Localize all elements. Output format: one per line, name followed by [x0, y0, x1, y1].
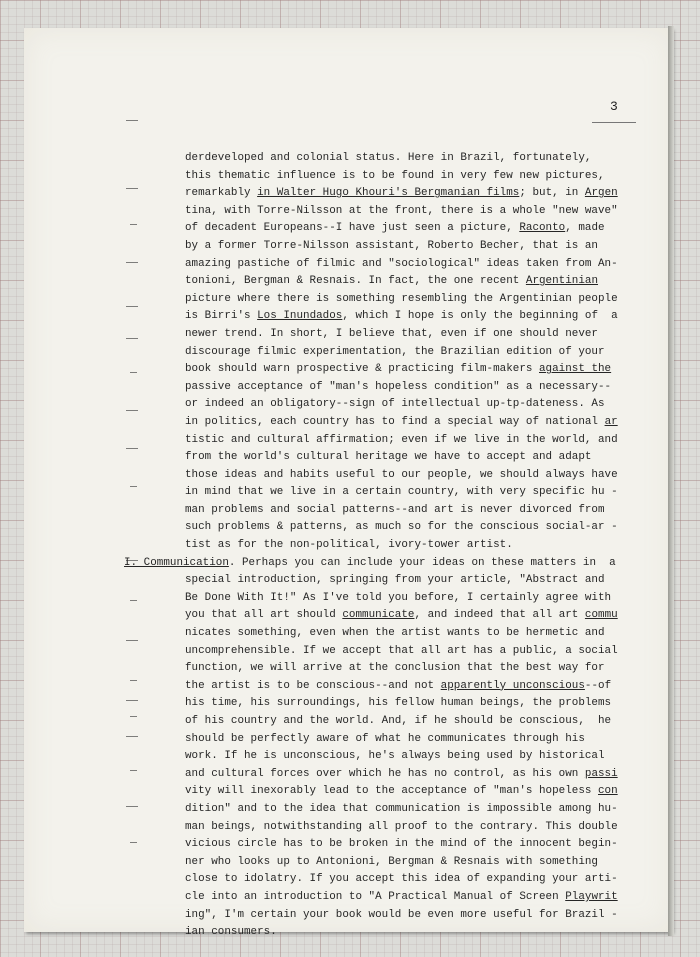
typed-line [0, 449, 618, 467]
typed-line [0, 238, 618, 256]
text-run: in politics, each country has to find a special way of national [185, 415, 605, 428]
typed-line [0, 273, 618, 291]
text-run: such problems & patterns, as much so for the conscious social-ar - [185, 521, 618, 534]
text-run: tist as for the non-political, ivory-tower artist. [185, 539, 513, 552]
underlined-text: con [598, 785, 618, 798]
typed-line [0, 924, 618, 942]
text-run: tistic and cultural affirmation; even if we live in the world, and [185, 433, 618, 446]
typed-line [0, 203, 618, 221]
typed-line [0, 625, 618, 643]
text-run: picture where there is something resembling the Argentinian people [185, 292, 618, 305]
typed-line [0, 256, 618, 274]
text-run: passive acceptance of "man's hopeless condition" as a necessary-- [185, 380, 612, 393]
text-run: is Birri's [185, 310, 258, 323]
typed-line [0, 220, 618, 238]
text-run: his time, his surroundings, his fellow human beings, the problems [185, 697, 612, 710]
typed-line [0, 396, 618, 414]
typed-line [0, 783, 618, 801]
text-run: nicates something, even when the artist wants to be hermetic and [185, 627, 605, 640]
typed-line [0, 361, 618, 379]
typed-line [0, 819, 618, 837]
typed-line [0, 519, 618, 537]
typed-line [0, 871, 618, 889]
text-run: ner who looks up to Antonioni, Bergman & Resnais with something [185, 855, 598, 868]
page-number-rule [592, 122, 636, 123]
text-run: remarkably [185, 187, 258, 200]
text-run: ; but, in [519, 187, 585, 200]
underlined-text: ar [604, 415, 618, 428]
typed-line [0, 502, 618, 520]
text-run: tonioni, Bergman & Resnais. In fact, the one recent [185, 275, 526, 288]
underlined-text: Argentinian [525, 275, 599, 288]
text-run: function, we will arrive at the conclusion that the best way for [185, 662, 605, 675]
typed-line [0, 326, 618, 344]
text-run: Be Done With It!" As I've told you before, I certainly agree with [185, 591, 612, 604]
typed-line [0, 889, 618, 907]
typed-line [0, 555, 618, 573]
text-run: the artist is to be conscious--and not [185, 679, 441, 692]
underlined-text: communicate [342, 609, 415, 622]
typed-line [0, 678, 618, 696]
typed-line [0, 432, 618, 450]
underlined-text: I. Communication [124, 556, 229, 569]
text-run: uncomprehensible. If we accept that all art has a public, a social [185, 644, 618, 657]
underlined-text: apparently unconscious [440, 679, 585, 692]
typed-line [0, 185, 618, 203]
typed-line [0, 414, 618, 432]
text-run: vicious circle has to be broken in the mind of the innocent begin- [185, 838, 618, 851]
text-run: newer trend. In short, I believe that, even if one should never [185, 327, 598, 340]
typed-line [0, 168, 618, 186]
text-run: derdeveloped and colonial status. Here in Brazil, fortunately, [185, 152, 592, 164]
underlined-text: Playwrit [565, 890, 618, 903]
typed-line [0, 801, 618, 819]
text-run: in mind that we live in a certain country, with very specific hu - [185, 486, 618, 499]
typed-line [0, 572, 618, 590]
text-run: tina, with Torre-Nilsson at the front, there is a whole "new wave" [185, 204, 618, 217]
typed-line [0, 484, 618, 502]
paper-edge-shadow [668, 26, 674, 936]
text-run: or indeed an obligatory--sign of intellectual up-tp-dateness. As [185, 398, 605, 411]
margin-tick [126, 120, 138, 121]
typed-line [0, 150, 618, 168]
typed-line [0, 467, 618, 485]
text-run: --of [584, 679, 612, 692]
text-run: book should warn prospective & practicing film-makers [185, 363, 539, 376]
text-run: you that all art should [185, 609, 343, 622]
typed-line [0, 344, 618, 362]
typed-line [0, 748, 618, 766]
underlined-text: Raconto [519, 222, 566, 235]
text-run: from the world's cultural heritage we have to accept and adapt [185, 451, 592, 464]
typed-line [0, 766, 618, 784]
underlined-text: in Walter Hugo Khouri's Bergmanian films [257, 187, 520, 200]
text-run: special introduction, springing from your article, "Abstract and [185, 574, 605, 587]
text-run: discourage filmic experimentation, the Brazilian edition of your [185, 345, 605, 358]
typed-line [0, 590, 618, 608]
typed-line [0, 379, 618, 397]
underlined-text: Los Inundados [257, 310, 343, 323]
text-run: , and indeed that all art [414, 609, 585, 622]
typed-letter-body [0, 150, 618, 942]
typed-line [0, 713, 618, 731]
typed-line [0, 836, 618, 854]
underlined-text: against the [539, 363, 612, 376]
text-run: . Perhaps you can include your ideas on these matters in a [228, 556, 616, 569]
typed-line [0, 308, 618, 326]
page-number: 3 [610, 99, 618, 114]
typed-line [0, 907, 618, 925]
text-run: dition" and to the idea that communication is impossible among hu- [185, 802, 618, 815]
text-run: those ideas and habits useful to our people, we should always have [185, 468, 618, 481]
text-run: should be perfectly aware of what he communicates through his [185, 732, 585, 745]
text-run: and cultural forces over which he has no control, as his own [185, 767, 585, 780]
typed-line [0, 731, 618, 749]
text-run: , which I hope is only the beginning of a [342, 310, 618, 323]
typed-line [0, 854, 618, 872]
typed-line [0, 660, 618, 678]
text-run: of decadent Europeans--I have just seen a picture, [185, 222, 520, 235]
typed-line [0, 291, 618, 309]
underlined-text: passi [584, 767, 618, 780]
text-run: cle into an introduction to "A Practical Manual of Screen [185, 890, 566, 903]
text-run: amazing pastiche of filmic and "sociological" ideas taken from An- [185, 257, 618, 270]
typed-line [0, 537, 618, 555]
text-run: ing", I'm certain your book would be even more useful for Brazil - [185, 908, 618, 921]
text-run: man problems and social patterns--and art is never divorced from [185, 503, 605, 516]
text-run: vity will inexorably lead to the acceptance of "man's hopeless [185, 785, 598, 798]
typed-line [0, 695, 618, 713]
typed-line [0, 643, 618, 661]
underlined-text: commu [584, 609, 618, 622]
text-run: ian consumers. [185, 926, 277, 939]
text-run: work. If he is unconscious, he's always being used by historical [185, 750, 605, 763]
text-run: this thematic influence is to be found in very few new pictures, [185, 169, 605, 182]
underlined-text: Argen [584, 187, 618, 200]
text-run: man beings, notwithstanding all proof to the contrary. This double [185, 820, 618, 833]
text-run: close to idolatry. If you accept this idea of expanding your arti- [185, 873, 618, 886]
text-run: , made [565, 222, 605, 235]
typed-line [0, 607, 618, 625]
text-run: of his country and the world. And, if he should be conscious, he [185, 715, 612, 727]
text-run: by a former Torre-Nilsson assistant, Roberto Becher, that is an [185, 239, 598, 252]
